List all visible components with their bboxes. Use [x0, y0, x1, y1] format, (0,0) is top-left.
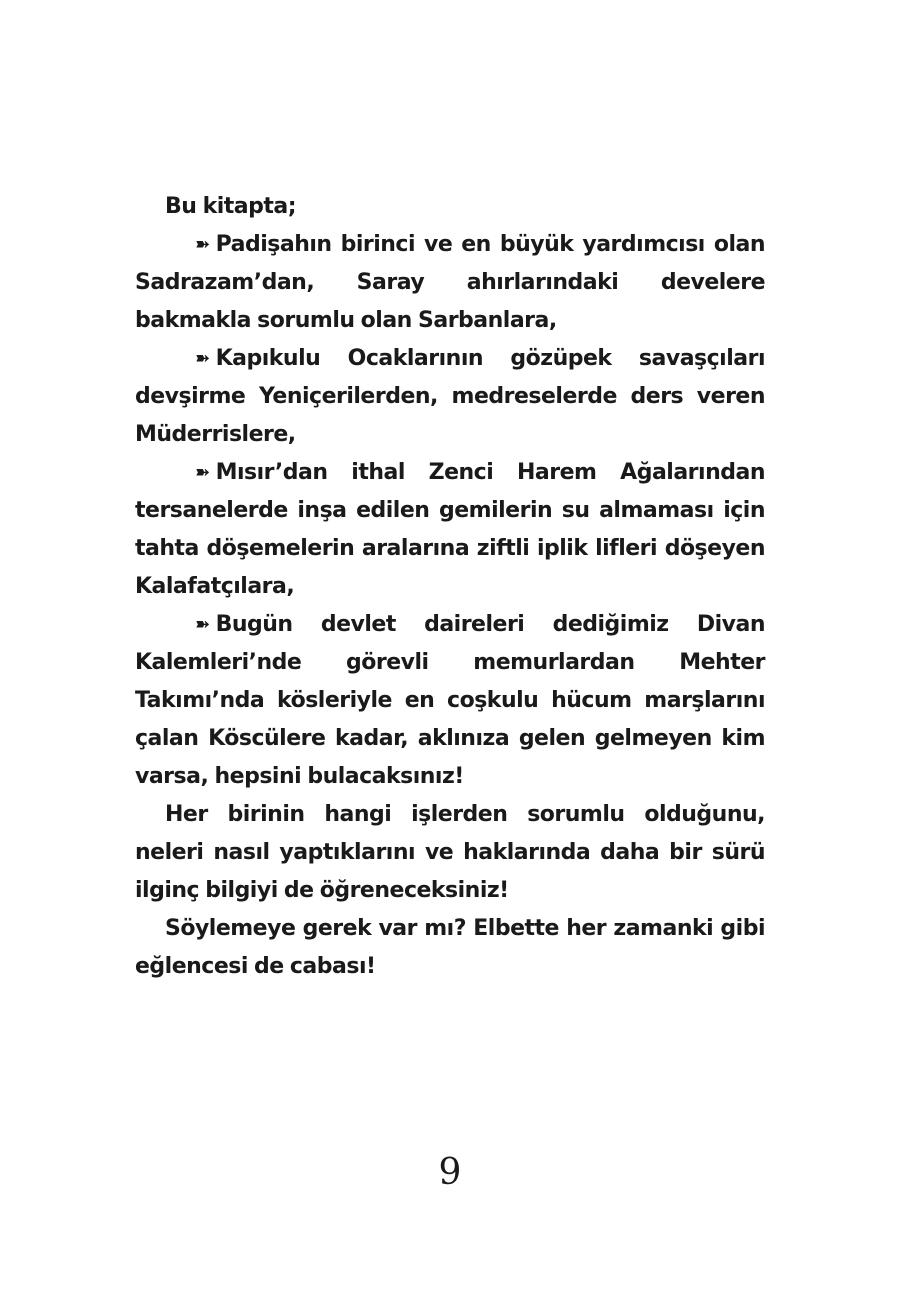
bullet-text-1: Padişahın birinci ve en büyük yardımcısı olan Sadrazam’dan, Saray ahırlarındaki develere bakmakla sorumlu olan Sarbanlara,	[135, 232, 765, 333]
bullet-item-4	[135, 606, 765, 796]
double-arrow-icon: ➽	[195, 614, 210, 635]
page-number: 9	[438, 1152, 462, 1193]
paragraph-details: Her birinin hangi işlerden sorumlu olduğunu, neleri nasıl yaptıklarını ve haklarında daha bir sürü ilginç bilgiyi de öğreneceksiniz!	[135, 802, 765, 903]
paragraph-closing: Söylemeye gerek var mı? Elbette her zamanki gibi eğlencesi de cabası!	[135, 916, 765, 979]
bullet-text-3: Mısır’dan ithal Zenci Harem Ağalarından tersanelerde inşa edilen gemilerin su almaması için tahta döşemelerin aralarına ziftli iplik lifleri döşeyen Kalafatçılara,	[135, 460, 765, 599]
bullet-text-2: Kapıkulu Ocaklarının gözüpek savaşçıları devşirme Yeniçerilerden, medreselerde ders veren Müderrislere,	[135, 346, 765, 447]
double-arrow-icon: ➽	[195, 348, 210, 369]
bullet-item-1	[135, 226, 765, 340]
double-arrow-icon: ➽	[195, 234, 210, 255]
bullet-item-2	[135, 340, 765, 454]
double-arrow-icon: ➽	[195, 462, 210, 483]
bullet-text-4: Bugün devlet daireleri dediğimiz Divan Kalemleri’nde görevli memurlardan Mehter Takımı’nda kösleriyle en coşkulu hücum marşlarını çalan Köscülere kadar, aklınıza gelen gelmeyen kim varsa, hepsini bulacaksınız!	[135, 612, 765, 789]
page-text	[135, 188, 765, 986]
intro-line: Bu kitapta;	[165, 194, 297, 219]
bullet-item-3	[135, 454, 765, 606]
